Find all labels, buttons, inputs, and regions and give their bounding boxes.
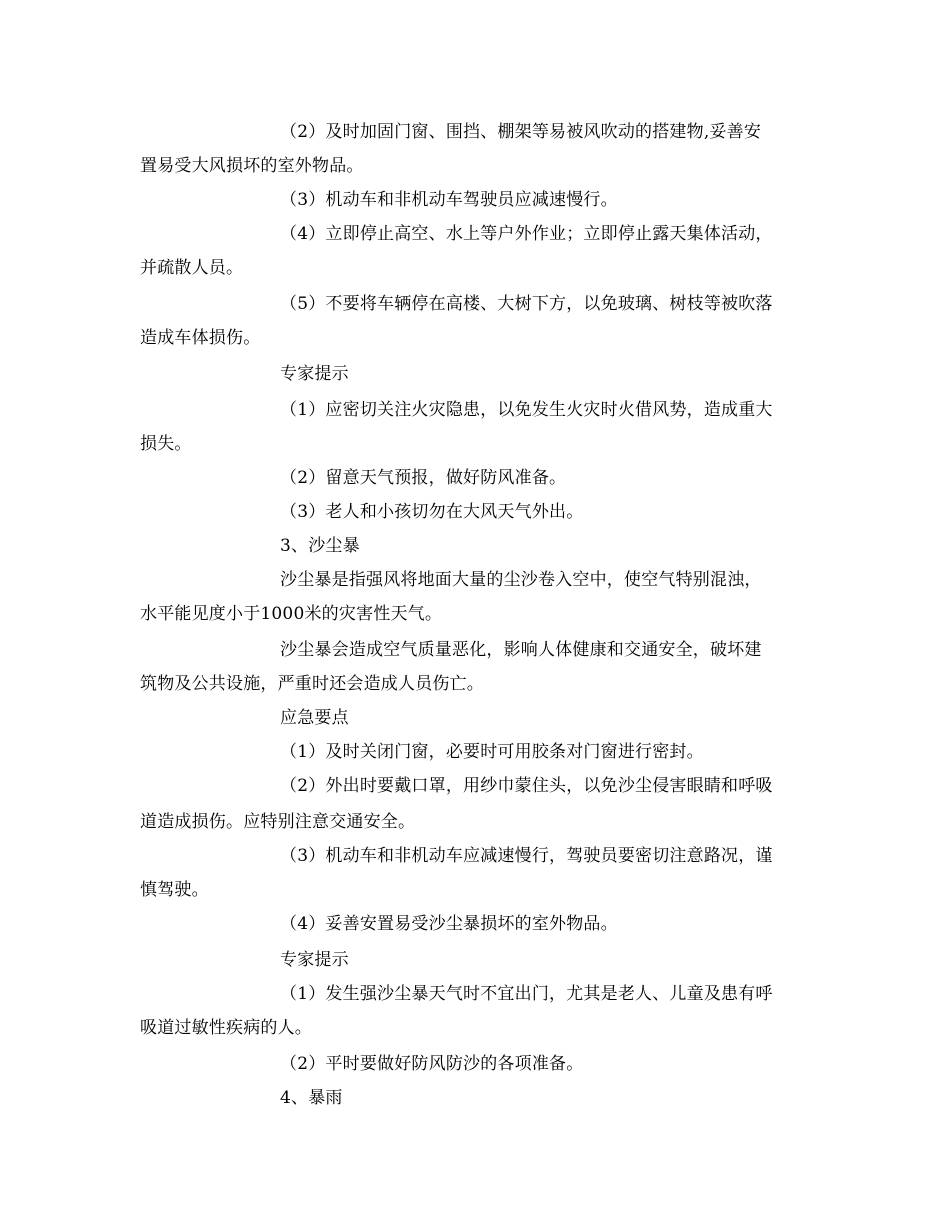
paragraph-line: （2）及时加固门窗、围挡、棚架等易被风吹动的搭建物,妥善安: [280, 122, 762, 142]
paragraph-line: 慎驾驶。: [140, 880, 209, 900]
paragraph-line: （3）老人和小孩切勿在大风天气外出。: [280, 502, 584, 522]
paragraph-line: （2）留意天气预报，做好防风准备。: [280, 468, 567, 488]
paragraph-line: （3）机动车和非机动车驾驶员应减速慢行。: [280, 190, 618, 210]
paragraph-line: （1）应密切关注火灾隐患，以免发生火灾时火借风势，造成重大: [280, 400, 773, 420]
paragraph-line: （2）平时要做好防风防沙的各项准备。: [280, 1054, 584, 1074]
paragraph-line: 沙尘暴是指强风将地面大量的尘沙卷入空中，使空气特别混浊，: [280, 570, 762, 590]
section-heading: 专家提示: [280, 950, 349, 970]
paragraph-line: 吸道过敏性疾病的人。: [140, 1018, 312, 1038]
paragraph-line: （2）外出时要戴口罩，用纱巾蒙住头，以免沙尘侵害眼睛和呼吸: [280, 776, 773, 796]
paragraph-line: 水平能见度小于1000米的灾害性天气。: [140, 604, 443, 624]
paragraph-line: 道造成损伤。应特别注意交通安全。: [140, 812, 416, 832]
section-heading: 应急要点: [280, 708, 349, 728]
paragraph-line: 置易受大风损坏的室外物品。: [140, 156, 364, 176]
paragraph-line: （1）发生强沙尘暴天气时不宜出门，尤其是老人、儿童及患有呼: [280, 984, 773, 1004]
paragraph-line: 造成车体损伤。: [140, 328, 261, 348]
paragraph-line: 沙尘暴会造成空气质量恶化，影响人体健康和交通安全，破坏建: [280, 640, 762, 660]
section-heading: 专家提示: [280, 364, 349, 384]
section-heading: 3、沙尘暴: [280, 536, 360, 556]
paragraph-line: （4）立即停止高空、水上等户外作业；立即停止露天集体活动，: [280, 224, 773, 244]
paragraph-line: 并疏散人员。: [140, 258, 244, 278]
paragraph-line: （5）不要将车辆停在高楼、大树下方，以免玻璃、树枝等被吹落: [280, 294, 773, 314]
paragraph-line: 筑物及公共设施，严重时还会造成人员伤亡。: [140, 674, 484, 694]
paragraph-line: （1）及时关闭门窗，必要时可用胶条对门窗进行密封。: [280, 742, 704, 762]
paragraph-line: （3）机动车和非机动车应减速慢行，驾驶员要密切注意路况，谨: [280, 846, 773, 866]
paragraph-line: 损失。: [140, 434, 192, 454]
section-heading: 4、暴雨: [280, 1088, 343, 1108]
paragraph-line: （4）妥善安置易受沙尘暴损坏的室外物品。: [280, 914, 618, 934]
